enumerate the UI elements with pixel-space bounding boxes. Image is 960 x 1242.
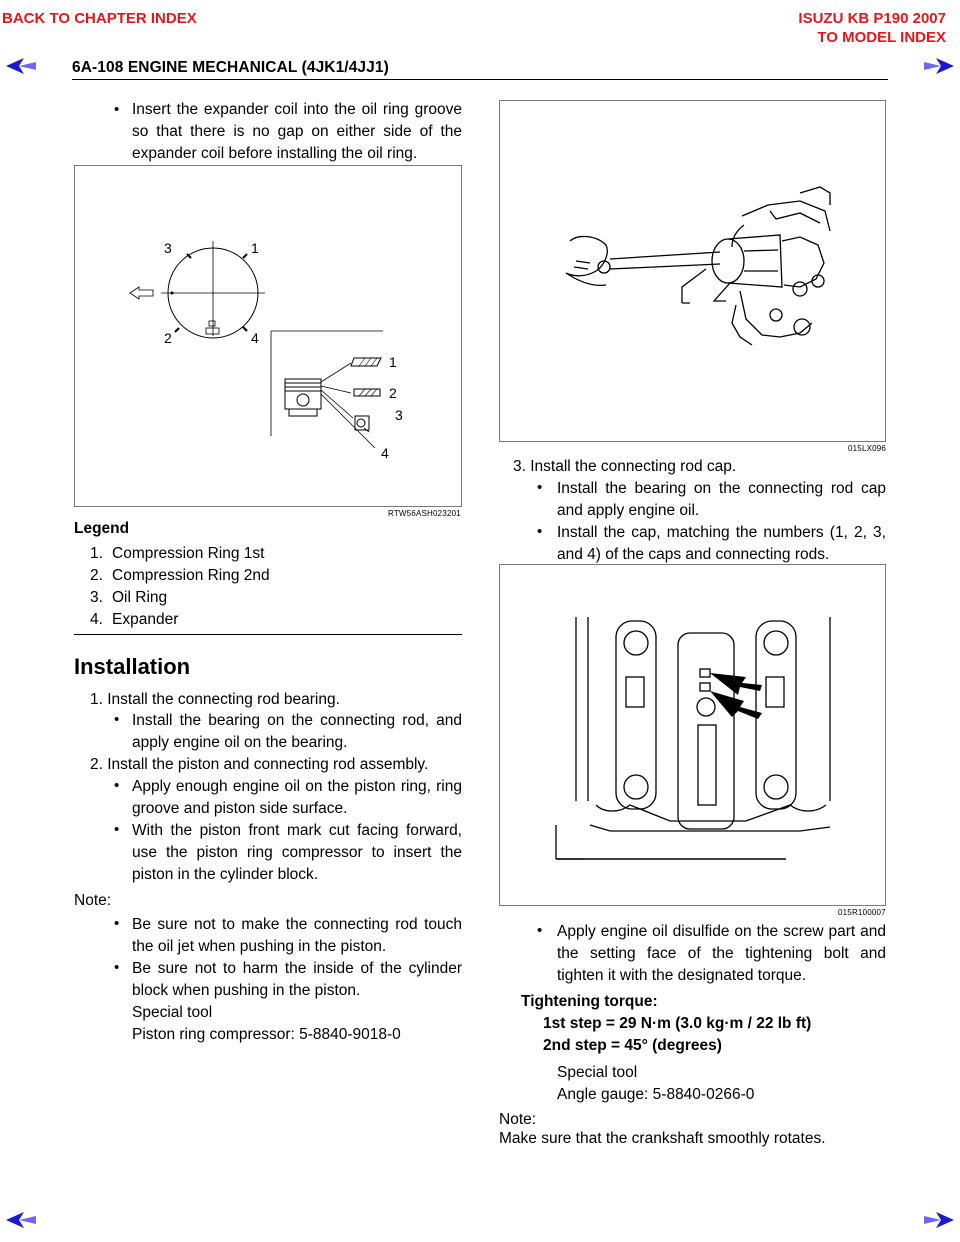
- step-2-bullet-2: With the piston front mark cut facing forward, use the piston ring compressor to insert the piston in the cylinder block.: [132, 822, 462, 883]
- piston-compressor-illustration: [500, 101, 885, 441]
- legend-num: 2.: [90, 567, 103, 584]
- step-3: 3. Install the connecting rod cap.: [513, 458, 737, 475]
- legend-list: [90, 543, 270, 631]
- step-1: 1. Install the connecting rod bearing.: [90, 691, 340, 708]
- torque-label: Tightening torque:: [521, 993, 658, 1010]
- legend-item: [90, 565, 270, 587]
- part-label-4: 4: [381, 445, 389, 461]
- special-tool-value: Angle gauge: 5-8840-0266-0: [557, 1086, 755, 1103]
- oil-bullet: Apply engine oil disulfide on the screw part and the setting face of the tightening bolt and tighten it with the designated torque.: [557, 923, 886, 984]
- legend-item: [90, 543, 270, 565]
- step-3-bullet-1: Install the bearing on the connecting rod cap and apply engine oil.: [557, 480, 886, 519]
- step-2: 2. Install the piston and connecting rod assembly.: [90, 756, 429, 773]
- ring-label-2: 2: [164, 330, 172, 346]
- to-model-index-link[interactable]: TO MODEL INDEX: [817, 29, 946, 46]
- note-bullet-1: Be sure not to make the connecting rod touch the oil jet when pushing in the piston.: [132, 916, 462, 955]
- note-label: Note:: [499, 1111, 537, 1128]
- connecting-rod-illustration: [500, 565, 885, 905]
- legend-text: Expander: [112, 611, 179, 628]
- figure-code: 015LX096: [848, 444, 887, 453]
- bullet-dot: •: [114, 101, 120, 118]
- header-rule: [72, 79, 888, 80]
- bullet-dot: •: [114, 821, 120, 838]
- bullet-dot: •: [537, 523, 543, 540]
- special-tool-label: Special tool: [557, 1064, 638, 1081]
- step-3-bullet-2: Install the cap, matching the numbers (1, 2, 3, and 4) of the caps and connecting rods.: [557, 524, 886, 563]
- intro-bullet-text: Insert the expander coil into the oil ring groove so that there is no gap on either side of the expander coil before installing the oil ring.: [132, 101, 462, 162]
- ring-label-4: 4: [251, 330, 259, 346]
- bullet-dot: •: [114, 959, 120, 976]
- installation-heading: Installation: [74, 654, 191, 679]
- connecting-rod-cap-figure: [499, 564, 886, 906]
- part-label-1: 1: [389, 354, 397, 370]
- legend-item: [90, 587, 270, 609]
- legend-num: 3.: [90, 589, 103, 606]
- note-bullet-2: Be sure not to harm the inside of the cylinder block when pushing in the piston.: [132, 960, 462, 999]
- back-to-chapter-index-link[interactable]: BACK TO CHAPTER INDEX: [2, 10, 197, 27]
- figure-code: RTW56ASH023201: [388, 509, 461, 518]
- legend-text: Oil Ring: [112, 589, 168, 606]
- prev-page-arrow-icon[interactable]: [4, 56, 38, 76]
- legend-num: 1.: [90, 545, 103, 562]
- note-label: Note:: [74, 892, 112, 909]
- next-page-arrow-icon[interactable]: [922, 56, 956, 76]
- ring-label-1: 1: [251, 240, 259, 256]
- special-tool-label: Special tool: [132, 1004, 213, 1021]
- step-2-bullet-1: Apply enough engine oil on the piston ring, ring groove and piston side surface.: [132, 778, 462, 817]
- legend-title: Legend: [74, 520, 130, 537]
- figure-code: 015R100007: [838, 908, 886, 917]
- piston-compressor-figure: [499, 100, 886, 442]
- legend-text: Compression Ring 2nd: [112, 567, 270, 584]
- page-header-title: 6A-108 ENGINE MECHANICAL (4JK1/4JJ1): [72, 59, 389, 76]
- bullet-dot: •: [537, 922, 543, 939]
- bullet-dot: •: [114, 915, 120, 932]
- vehicle-title-link[interactable]: ISUZU KB P190 2007: [798, 10, 946, 27]
- legend-item: [90, 609, 270, 631]
- piston-ring-figure: [74, 165, 462, 507]
- special-tool-value: Piston ring compressor: 5-8840-9018-0: [132, 1026, 401, 1043]
- legend-text: Compression Ring 1st: [112, 545, 265, 562]
- ring-label-3: 3: [164, 240, 172, 256]
- part-label-3: 3: [395, 407, 403, 423]
- legend-rule: [74, 634, 462, 635]
- bullet-dot: •: [114, 777, 120, 794]
- prev-page-bottom-arrow-icon[interactable]: [4, 1210, 38, 1230]
- legend-num: 4.: [90, 611, 103, 628]
- torque-step-1: 1st step = 29 N·m (3.0 kg·m / 22 lb ft): [543, 1015, 812, 1032]
- part-label-2: 2: [389, 385, 397, 401]
- bullet-dot: •: [114, 711, 120, 728]
- next-page-bottom-arrow-icon[interactable]: [922, 1210, 956, 1230]
- piston-ring-diagram: [75, 166, 461, 506]
- bullet-dot: •: [537, 479, 543, 496]
- torque-step-2: 2nd step = 45° (degrees): [543, 1037, 722, 1054]
- note-text: Make sure that the crankshaft smoothly rotates.: [499, 1130, 826, 1147]
- step-1-bullet: Install the bearing on the connecting rod, and apply engine oil on the bearing.: [132, 712, 462, 751]
